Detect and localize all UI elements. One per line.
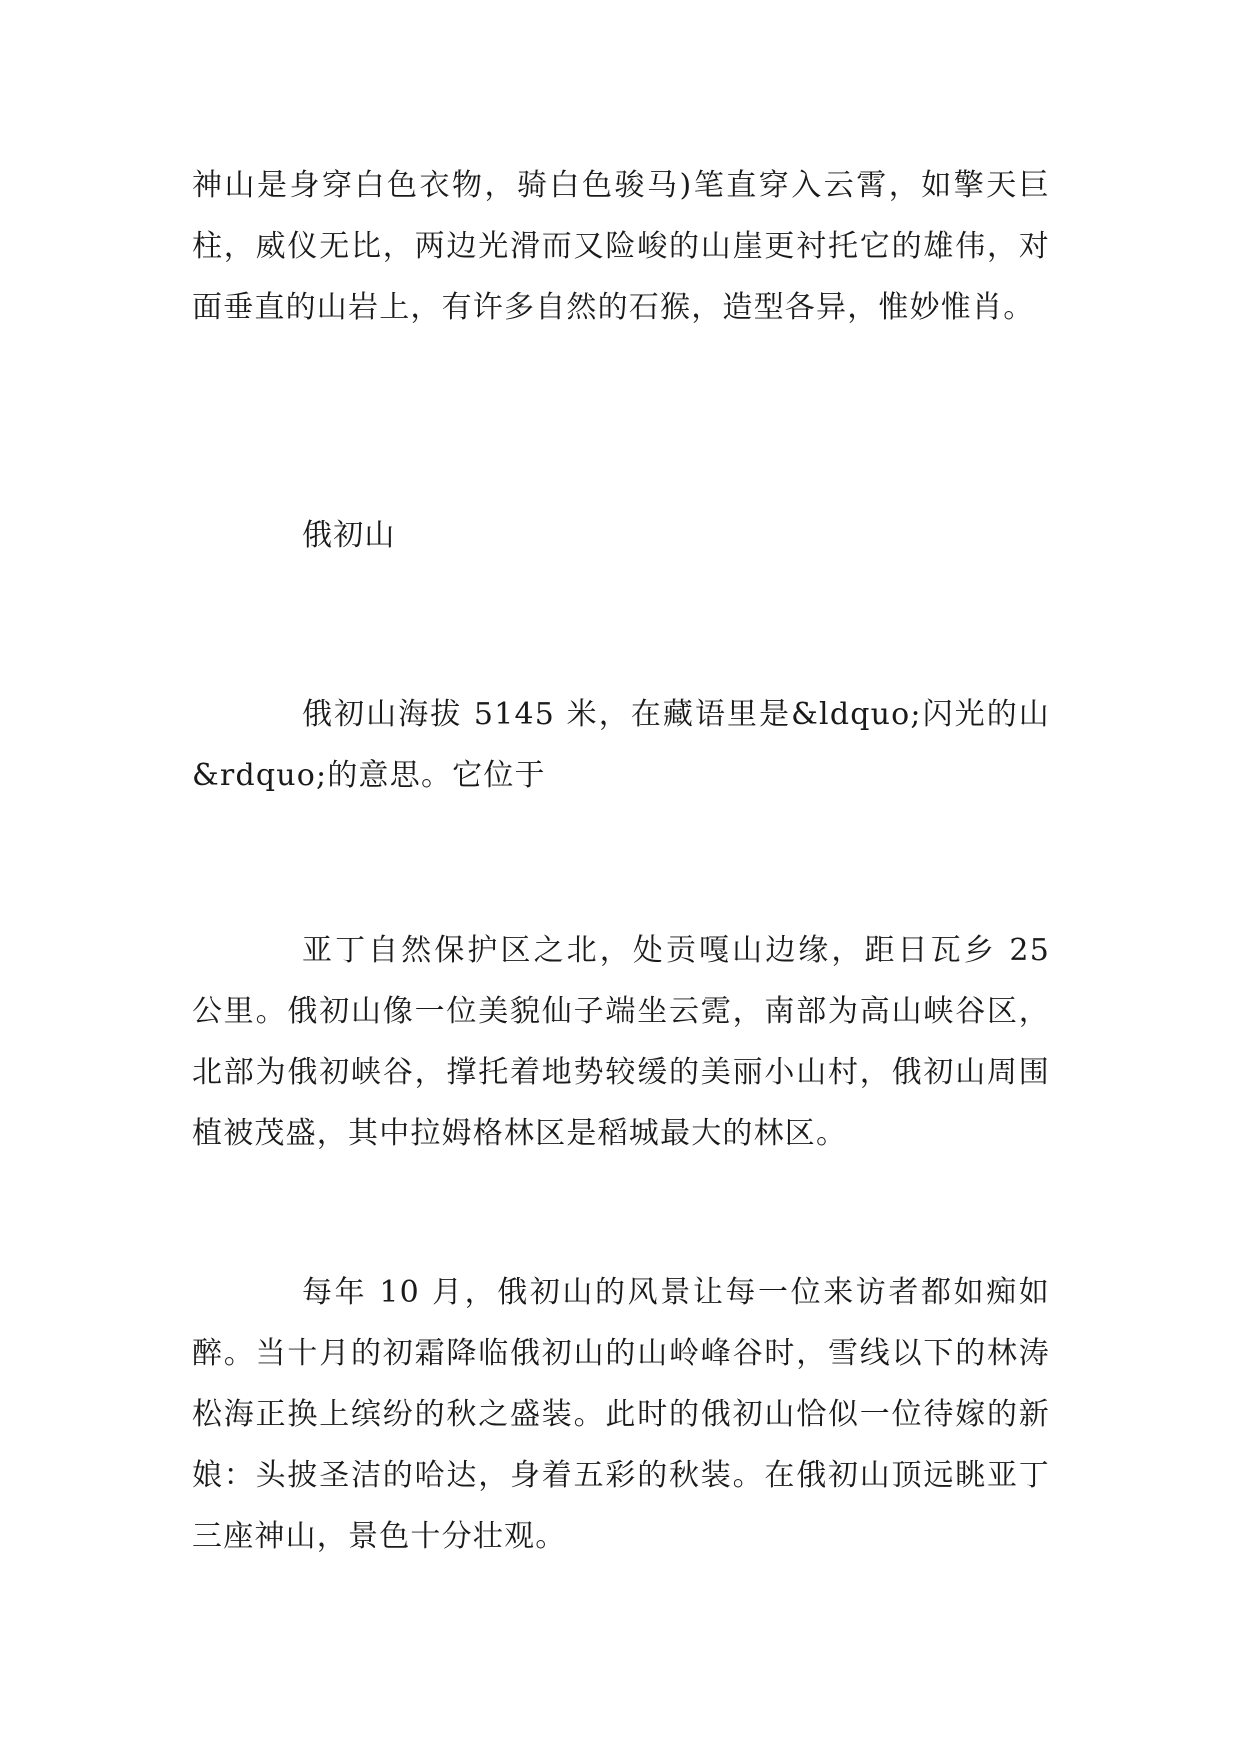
paragraph-autumn: 每年 10 月，俄初山的风景让每一位来访者都如痴如醉。当十月的初霜降临俄初山的山岭峰谷时，雪线以下的林涛松海正换上缤纷的秋之盛装。此时的俄初山恰似一位待嫁的新娘：头披圣洁的哈达，身着五彩的秋装。在俄初山顶远眺亚丁三座神山，景色十分壮观。: [192, 1275, 1050, 1554]
paragraph-location: 亚丁自然保护区之北，处贡嘎山边缘，距日瓦乡 25 公里。俄初山像一位美貌仙子端坐云霓，南部为高山峡谷区，北部为俄初峡谷，撑托着地势较缓的美丽小山村，俄初山周围植被茂盛，其中拉姆格林区是稻城最大的林区。: [192, 933, 1050, 1151]
paragraph-continuation: 神山是身穿白色衣物，骑白色骏马)笔直穿入云霄，如擎天巨柱，威仪无比，两边光滑而又险峻的山崖更衬托它的雄伟，对面垂直的山岩上，有许多自然的石猴，造型各异，惟妙惟肖。: [192, 168, 1050, 325]
section-heading: 俄初山: [302, 518, 396, 553]
paragraph-altitude: 俄初山海拔 5145 米，在藏语里是&ldquo;闪光的山&rdquo;的意思。它位于: [192, 697, 1050, 793]
